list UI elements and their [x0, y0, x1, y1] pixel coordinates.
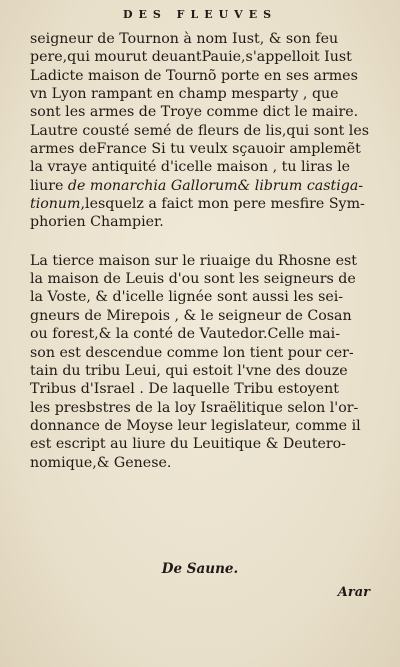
latin-title-end: tionum [30, 196, 81, 213]
text-line: La tierce maison sur le riuaige du Rhosne est [30, 252, 357, 269]
text-line [30, 195, 375, 213]
text-line: pere,qui mourut deuantPauie,s'appelloit Iust [30, 49, 352, 66]
text-line: ou forest,& la conté de Vautedor.Celle mai- [30, 326, 340, 343]
text-line: Tribus d'Israel . De laquelle Tribu estoyent [30, 381, 339, 398]
body-text [30, 30, 375, 472]
text-line: tain du tribu Leui, qui estoit l'vne des douze [30, 362, 348, 379]
text-line: vn Lyon rampant en champ mesparty , que [30, 86, 339, 103]
catchword: Arar [337, 585, 370, 600]
paragraph-1 [30, 30, 375, 232]
text-line: la vraye antiquité d'icelle maison , tu liras le [30, 159, 351, 176]
text-line: les presbstres de la loy Israëlitique selon l'or- [30, 399, 359, 416]
text-line: phorien Champier. [30, 214, 164, 231]
text-fragment: liure [30, 177, 64, 194]
text-line [30, 177, 375, 195]
text-line: armes deFrance Si tu veulx sçauoir amplemẽt [30, 141, 361, 158]
latin-title: de monarchia Gallorum& librum castiga- [67, 177, 364, 194]
paragraph-2 [30, 252, 375, 472]
section-heading: De Saune. [161, 561, 239, 577]
text-line: Ladicte maison de Tournõ porte en ses armes [30, 67, 358, 84]
text-line: seigneur de Tournon à nom Iust, & son feu [30, 31, 339, 47]
text-line: sont les armes de Troye comme dict le maire. [30, 104, 359, 121]
text-line: la maison de Leuis d'ou sont les seigneurs de [30, 271, 356, 288]
text-line: son est descendue comme lon tient pour cer- [30, 344, 354, 361]
text-fragment: ,lesquelz a faict mon pere mesfire Sym- [80, 196, 365, 213]
text-line: Lautre cousté semé de fleurs de lis,qui sont les [30, 122, 370, 139]
paragraph-gap [30, 232, 375, 252]
text-line: la Voste, & d'icelle lignée sont aussi les sei- [30, 289, 344, 306]
text-line: nomique,& Genese. [30, 454, 172, 471]
text-line: gneurs de Mirepois , & le seigneur de Cosan [30, 307, 352, 324]
running-header: DES FLEUVES [122, 8, 278, 21]
text-line: est escript au liure du Leuitique & Deutero- [30, 436, 346, 453]
text-line: donnance de Moyse leur legislateur, comme il [30, 417, 361, 434]
